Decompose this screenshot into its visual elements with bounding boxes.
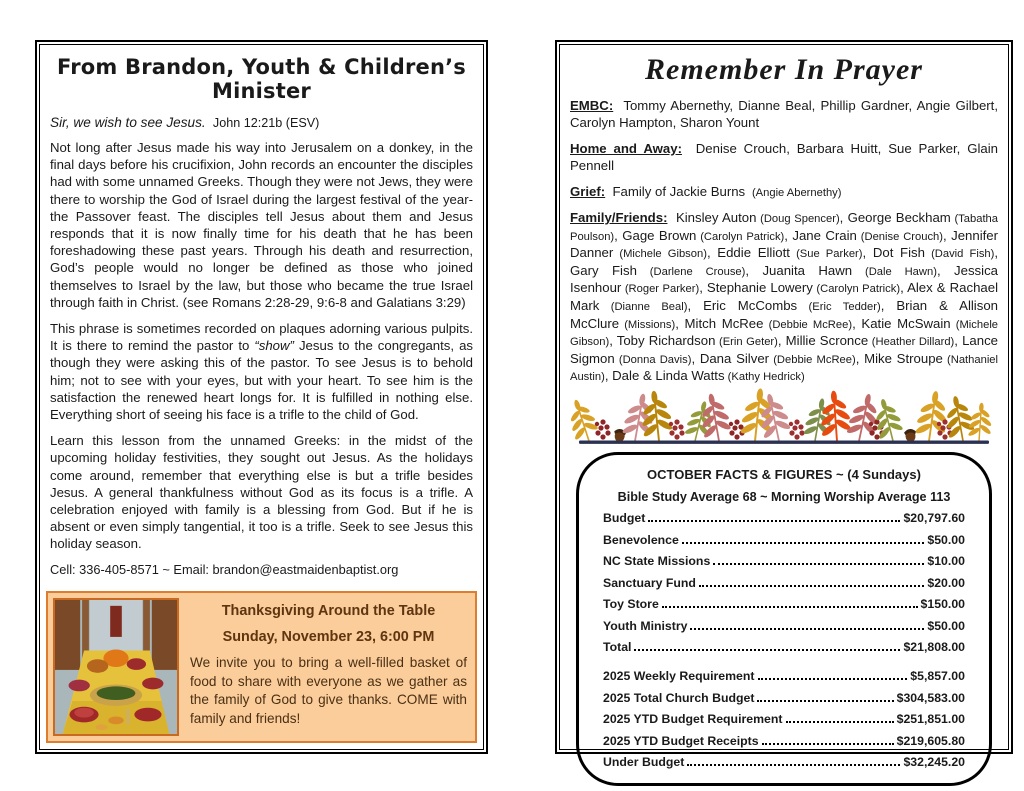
fact-label: NC State Missions [603,554,711,569]
dot-leader [786,721,894,723]
dot-leader [662,606,918,608]
fact-row [603,533,965,547]
requester-note: (Angie Abernethy) [751,186,842,199]
page-left-inner [39,44,484,750]
fact-value: $251,851.00 [896,712,965,727]
fact-row [603,712,965,726]
fact-value: $304,583.00 [896,690,965,705]
dot-leader [682,542,925,544]
prayer-section-family-friends [570,210,998,386]
section-names: Family of Jackie Burns [612,183,746,199]
page-right [555,40,1013,770]
dot-leader [762,743,894,745]
fact-row [603,554,965,568]
dot-leader [634,649,900,651]
facts-budget-list [603,669,965,769]
fact-value: $21,808.00 [903,640,965,655]
dot-leader [757,700,893,702]
facts-subheader: Bible Study Average 68 ~ Morning Worship Average 113 [617,489,951,504]
prayer-section-home-away [570,140,998,175]
article-paragraph-2: This phrase is sometimes recorded on plaques adorning various pulpits. It is there to remind the pastor to “show” Jesus to the congregants, as though they were asking this of the pastor. To see Jesus is to behold him; not to see with your eyes, but with your heart. To see him is the satisfaction the renewed heart longs for. It is fulfilled in nothing else. Everything short of seeing his face is a trifle to the child of God. [50,321,473,423]
thanksgiving-table-photo [53,598,179,736]
facts-header: OCTOBER FACTS & FIGURES ~ (4 Sundays) [647,466,921,482]
fact-row [603,691,965,705]
article-paragraph-3: Learn this lesson from the unnamed Greeks: in the midst of the upcoming holiday festivities, they sought out Jesus. As the holidays come around, remember that everything else is but a trifle besides Jesus. A general thankfulness without God as its focus is a trifle. A celebration enjoyed with family is a blessing from God. But if he is absent or even simply tangential, it too is a trifle. Seek to see Jesus this holiday season. [50,433,473,552]
event-title: Thanksgiving Around the Table [221,603,436,619]
page-left [35,40,488,754]
scripture-line [50,115,473,130]
fact-value: $32,245.20 [903,755,965,770]
fact-value: $219,605.80 [896,733,965,748]
dot-leader [758,678,908,680]
fact-label: 2025 YTD Budget Requirement [603,712,783,727]
fact-label: Toy Store [603,597,659,612]
section-label: EMBC: [570,98,614,113]
section-label: Home and Away: [570,140,682,156]
divider-line [579,440,989,443]
dot-leader [699,585,924,587]
fact-value: $150.00 [920,597,965,612]
dot-leader [690,628,924,630]
scripture-quote: Sir, we wish to see Jesus. [50,115,206,130]
page-right-inner [559,44,1009,770]
fact-value: $20.00 [927,575,965,590]
dot-leader [713,563,924,565]
dot-leader [648,520,900,522]
dot-leader [687,764,900,766]
fact-label: Benevolence [603,532,679,547]
section-names: Denise Crouch, Barbara Huitt, Sue Parker, Glain Pennell [570,140,999,174]
prayer-title: Remember In Prayer [645,53,923,86]
fact-label: 2025 Total Church Budget [603,690,755,705]
fact-label: Total [603,640,632,655]
scripture-reference: John 12:21b (ESV) [212,116,320,130]
fact-value: $50.00 [927,532,965,547]
contact-line: Cell: 336-405-8571 ~ Email: brandon@eastmaidenbaptist.org [50,561,399,577]
fact-row [603,640,965,654]
prayer-section-grief [570,183,998,202]
article-paragraph-1: Not long after Jesus made his way into Jerusalem on a donkey, in the final days before his crucifixion, John records an encounter the disciples had with some unnamed Greeks. Though they were not Jews, they were there to worship the God of Israel during the largest festival of the year-the Passover feast. The disciples tell Jesus about them and Jesus responds that it is now finally time for his death that he has been foreshadowing these past years. Through his death and resurrection, God’s people would no longer be defined as those who joined themselves to Israel by the law, but those who became the true Israel through faith in Christ. (see Romans 2:28-29, 9:6-8 and Galatians 3:29) [50,140,473,310]
fact-value: $20,797.60 [903,511,965,526]
section-label: Family/Friends: [570,210,668,226]
fact-label: 2025 YTD Budget Receipts [603,733,759,748]
section-names: Tommy Abernethy, Dianne Beal, Phillip Gardner, Angie Gilbert, Carolyn Hampton, Sharon Yount [570,98,999,131]
italic-word: “show” [254,338,294,354]
family-friends-list: Kinsley Auton (Doug Spencer), George Beckham (Tabatha Poulson), Gage Brown (Carolyn Patrick), Jane Crain (Denise Crouch), Jennifer Danner (Michele Gibson), Eddie Elliott (Sue Parker), Dot Fish (David Fish), Gary Fish (Darlene Crouse), Juanita Hawn (Dale Hawn), Jessica Isenhour (Roger Parker), Stephanie Lowery (Carolyn Patrick), Alex & Rachael Mark (Dianne Beal), Eric McCombs (Eric Tedder), Brian & Allison McClure (Missions), Mitch McRee (Debbie McRee), Katie McSwain (Michele Gibson), Toby Richardson (Erin Geter), Millie Scronce (Heather Dillard), Lance Sigmon (Donna Davis), Dana Silver (Debbie McRee), Mike Stroupe (Nathaniel Austin), Dale & Linda Watts (Kathy Hedrick) [570,210,999,384]
left-page-title: From Brandon, Youth & Children’s Minister [57,55,466,103]
fact-row [603,576,965,590]
fact-row [603,755,965,769]
fact-label: Sanctuary Fund [603,575,696,590]
prayer-section-embc [570,97,998,132]
facts-figures-box [576,452,992,787]
fact-row [603,597,965,611]
fact-label: Youth Ministry [603,618,688,633]
fact-label: 2025 Weekly Requirement [603,669,755,684]
fact-row [603,511,965,525]
thanksgiving-text [190,598,467,736]
fact-row [603,669,965,683]
event-description: We invite you to bring a well-filled basket of food to share with everyone as we gather as the family of God to give thanks. COME with family and friends! [190,655,467,726]
fact-label: Budget [603,511,646,526]
section-label: Grief: [570,183,606,199]
event-datetime: Sunday, November 23, 6:00 PM [222,629,435,645]
autumn-foliage-divider [570,391,998,446]
fact-label: Under Budget [603,755,685,770]
fact-value: $5,857.00 [910,669,965,684]
fact-value: $10.00 [927,554,965,569]
thanksgiving-event-box [46,591,477,743]
facts-receipts-list [603,511,965,654]
fact-row [603,619,965,633]
fact-value: $50.00 [927,618,965,633]
fact-row [603,734,965,748]
